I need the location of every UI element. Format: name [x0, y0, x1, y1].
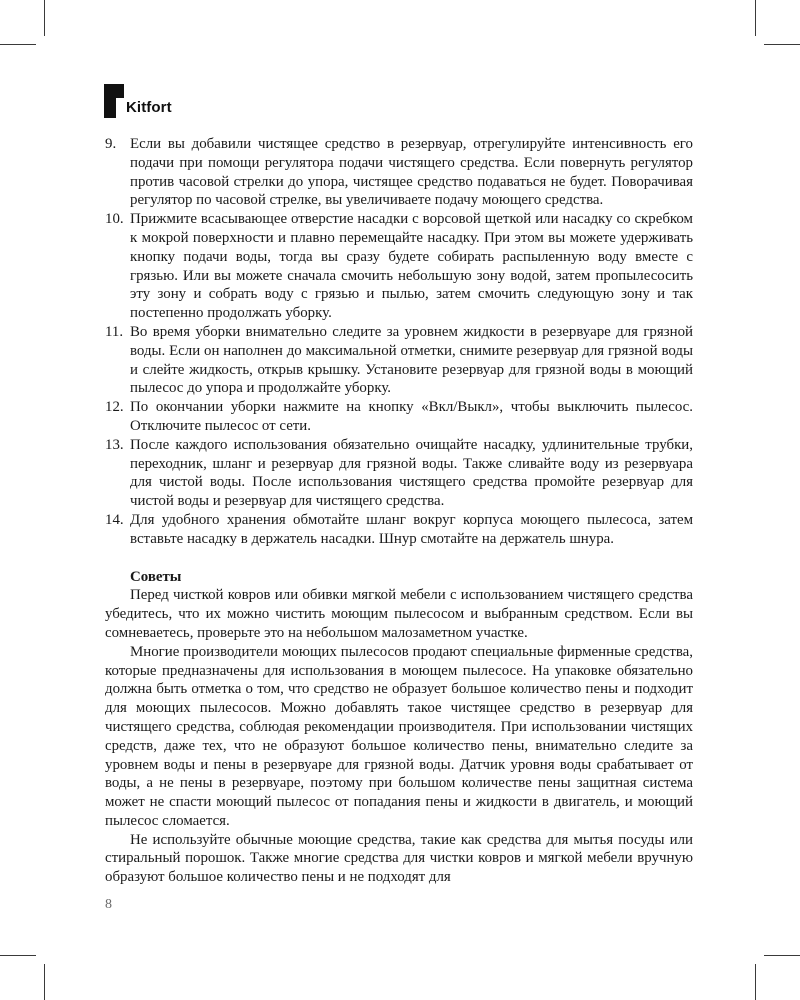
brand-name: Kitfort [126, 99, 172, 116]
instruction-steps [105, 135, 693, 549]
step-item [105, 135, 693, 210]
step-text: После каждого использования обязательно очищайте насадку, удлинительные трубки, переходник, шланг и резервуар для грязной воды. Также сливайте воду из резервуара для чистой воды. После использования чистящего средства промойте резервуар для чистой воды и резервуар для чистящего средства. [130, 436, 693, 510]
kitfort-logo-icon [104, 84, 124, 118]
crop-mark-bottom-right-h [764, 955, 800, 956]
crop-mark-top-left [44, 0, 45, 36]
page-number: 8 [105, 897, 112, 912]
crop-mark-top-right-h [764, 44, 800, 45]
document-body [105, 135, 693, 887]
step-item [105, 398, 693, 436]
tips-paragraph: Многие производители моющих пылесосов продают специальные фирменные средства, которые предназначены для использования в моющем пылесосе. На упаковке обязательно должна быть отметка о том, что средство не образует большое количество пены и подходит для моющих пылесосов. Можно добавлять такое чистящее средство в резервуар для чистящего средства, соблюдая рекомендации производителя. При использовании чистящих средств, даже тех, что не образуют большое количество пены, внимательно следите за уровнем воды и пены в резервуаре для грязной воды. Датчик уровня воды срабатывает от воды, а не пены в резервуаре, поэтому при большом количестве пены защитная система может не спасти моющий пылесос от попадания пены и жидкости в двигатель, и моющий пылесос сломается. [105, 643, 693, 829]
step-text: По окончании уборки нажмите на кнопку «Вкл/Выкл», чтобы выключить пылесос. Отключите пылесос от сети. [130, 399, 693, 434]
step-text: Во время уборки внимательно следите за уровнем жидкости в резервуаре для грязной воды. Если он наполнен до максимальной отметки, снимите резервуар для грязной воды и слейте жидкость, открыв крышку. Установите резервуар для грязной воды в моющий пылесос до упора и продолжайте уборку. [130, 323, 693, 397]
crop-mark-bottom-left [44, 964, 45, 1000]
step-number: 14. [105, 511, 124, 528]
step-text: Для удобного хранения обмотайте шланг вокруг корпуса моющего пылесоса, затем вставьте насадку в держатель насадки. Шнур смотайте на держатель шнура. [130, 511, 693, 547]
step-text: Прижмите всасывающее отверстие насадки с ворсовой щеткой или насадку со скребком к мокрой поверхности и плавно перемещайте насадку. При этом вы можете удерживать кнопку подачи воды, тогда вы сразу будете собирать распыленную воду вместе с грязью. Или вы можете сначала смочить небольшую зону водой, затем пропылесосить эту зону и собрать воду с грязью и пылью, затем смочить следующую зону и так постепенно продолжать уборку. [130, 211, 693, 322]
crop-mark-top-right [755, 0, 756, 36]
step-text: Если вы добавили чистящее средство в резервуар, отрегулируйте интенсивность его подачи при помощи регулятора подачи чистящего средства. Если повернуть регулятор против часовой стрелки до упора, чистящее средство подаваться не будет. Поворачивая регулятор по часовой стрелке, вы увеличиваете подачу моющего средства. [130, 136, 693, 209]
crop-mark-top-left-h [0, 44, 36, 45]
tips-paragraph: Не используйте обычные моющие средства, такие как средства для мытья посуды или стиральный порошок. Также многие средства для чистки ковров и мягкой мебели вручную образуют большое количество пены и не подходят для [105, 831, 693, 886]
tips-paragraph: Перед чисткой ковров или обивки мягкой мебели с использованием чистящего средства убедитесь, что их можно чистить моющим пылесосом и выбранным средством. Если вы сомневаетесь, проверьте это на небольшом малозаметном участке. [105, 587, 693, 641]
step-number: 10. [105, 211, 124, 228]
step-number: 9. [105, 136, 117, 152]
step-number: 13. [105, 436, 124, 453]
step-item [105, 210, 693, 323]
step-item [105, 436, 693, 511]
step-number: 11. [105, 323, 124, 340]
step-item [105, 511, 693, 549]
tips-heading: Советы [130, 568, 182, 585]
crop-mark-bottom-right [755, 964, 756, 1000]
step-number: 12. [105, 399, 124, 416]
brand-logo [104, 84, 224, 120]
crop-mark-bottom-left-h [0, 955, 36, 956]
step-item [105, 323, 693, 398]
